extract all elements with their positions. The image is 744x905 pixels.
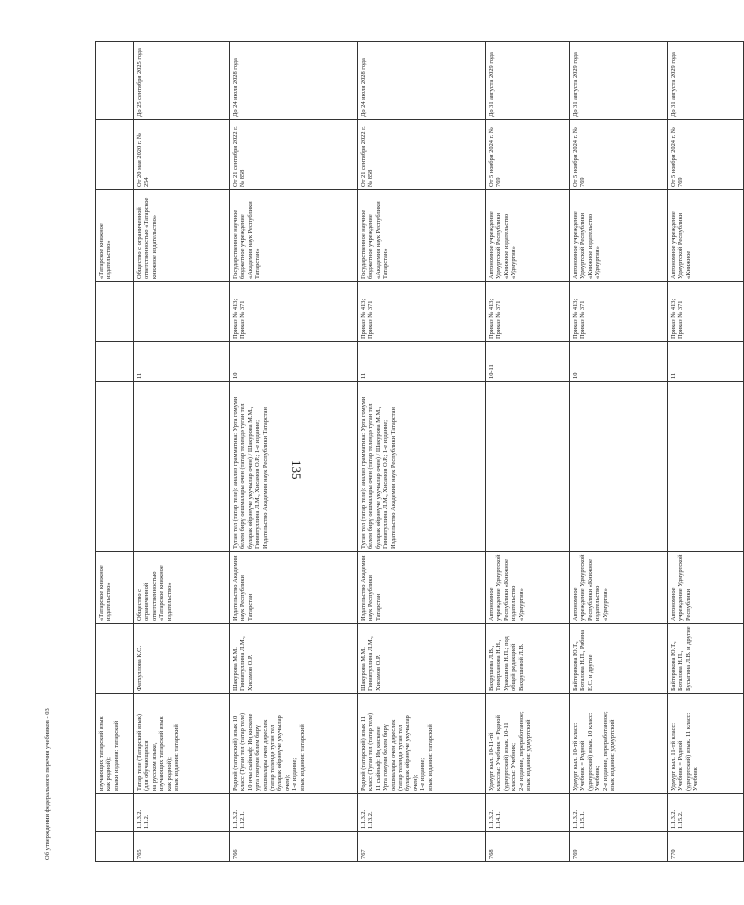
cell-date: От 21 сентября 2022 г. № 858 bbox=[230, 120, 358, 190]
cell-code: 1.1.3.2. 1.1.2. bbox=[134, 794, 230, 832]
title-line: Учебник; bbox=[594, 765, 602, 791]
cell-grade: 11 bbox=[134, 342, 230, 382]
textbook-table bbox=[95, 41, 744, 862]
cell-organization: Автономное учреждение Удмуртской Республики «Книжное bbox=[668, 190, 744, 282]
title-line: на русском языке, bbox=[150, 742, 158, 791]
title-line: изучающих татарский язык bbox=[158, 716, 166, 791]
title-line: язык издания: татарский bbox=[173, 724, 181, 791]
page-number: 135 bbox=[289, 460, 304, 480]
cell-publisher: Общество с ограниченной ответственностью «Татарское книжное издательство» bbox=[134, 552, 230, 624]
cell-row-id: 766 bbox=[230, 832, 358, 862]
cell-publisher: Автономное учреждение Удмуртской Республики «Книжное издательство «Удмуртия» bbox=[570, 552, 668, 624]
title-line: класс (Туган тел (татар теле) bbox=[239, 712, 247, 791]
cell-order bbox=[134, 282, 230, 342]
title-line: язык издания: удмуртский bbox=[525, 719, 533, 791]
title-line: 11 сыйныф: Иң кискене bbox=[374, 726, 382, 791]
title-line: (удмуртский) язык. 10 класс: bbox=[586, 712, 594, 791]
cell-code: 1.1.3.2. 1.13.2. bbox=[358, 794, 486, 832]
cell-authors: Шакурова М.М. Гиниятуллина Л.М., Хисамов О.Р. bbox=[358, 624, 486, 694]
table-row bbox=[570, 42, 668, 862]
cell-organization: Государственное научное бюджетное учреждение «Академия наук Республики Татарстан» bbox=[230, 190, 358, 282]
title-line: буларак өйрәнүче укучылар bbox=[276, 715, 284, 791]
cell-date: От 5 ноября 2024 г. № 769 bbox=[570, 120, 668, 190]
cell-order: Приказ № 413; Приказ № 371 bbox=[668, 282, 744, 342]
cell-term: До 31 августа 2029 года bbox=[570, 42, 668, 120]
cell-date bbox=[96, 120, 134, 190]
title-line: как родной); bbox=[105, 757, 113, 791]
cell-term bbox=[96, 42, 134, 120]
cell-organization: Государственное научное бюджетное учреждение «Академия наук Республики Татарстан» bbox=[358, 190, 486, 282]
cell-organization: «Татарское книжное издательство» bbox=[96, 190, 134, 282]
cell-row-id: 765 bbox=[134, 832, 230, 862]
title-line: Удмурт кыл. 10-11-тй bbox=[488, 732, 495, 791]
cell-row-id: 768 bbox=[486, 832, 570, 862]
cell-term: До 31 августа 2029 года bbox=[486, 42, 570, 120]
title-line: изучающих татарский язык bbox=[98, 716, 105, 791]
cell-title bbox=[134, 694, 230, 794]
table-row bbox=[96, 42, 134, 862]
cell-description bbox=[134, 382, 230, 552]
cell-organization: Автономное учреждение Удмуртской Республики «Книжное издательство «Удмуртия» bbox=[570, 190, 668, 282]
cell-grade: 10 bbox=[230, 342, 358, 382]
cell-publisher: Издательство Академии наук Республики Татарстан bbox=[358, 552, 486, 624]
cell-code: 1.1.3.2. 1.15.2. bbox=[668, 794, 744, 832]
cell-term: До 31 августа 2029 года bbox=[668, 42, 744, 120]
title-line: оешмалары очен дәреслек bbox=[261, 719, 269, 791]
cell-grade bbox=[96, 342, 134, 382]
title-line: язык издания: татарский bbox=[298, 724, 306, 791]
table-row bbox=[668, 42, 744, 862]
cell-date: От 20 мая 2020 г. № 254 bbox=[134, 120, 230, 190]
cell-authors: Шакурова М.М. Гиниятуллина Л.М., Хисамов О.Р. bbox=[230, 624, 358, 694]
title-line: (для обучающихся bbox=[143, 740, 151, 791]
title-line: Учебник bbox=[692, 767, 700, 791]
cell-publisher: Издательство Академии наук Республики Татарстан bbox=[230, 552, 358, 624]
cell-code bbox=[96, 794, 134, 832]
cell-description: Туган тел (татар теле): анализ грамматика: Урта гомуми белем бирү оешмалары очен (татар телендә туган тел буларак өйрәнүче укучылар очен) / Шакурова М.М., Гиниятуллина Л.М., Хисамов О.Р.; 1-е издание; Издательство Академии наук Республики Татарстан bbox=[358, 382, 486, 552]
cell-title bbox=[358, 694, 486, 794]
title-line: язык издания: татарский bbox=[426, 724, 434, 791]
title-line: язык издания: удмуртский bbox=[609, 719, 617, 791]
cell-order: Приказ № 413; Приказ № 371 bbox=[230, 282, 358, 342]
cell-description bbox=[96, 382, 134, 552]
title-line: 2-е издание, переработанное; bbox=[517, 711, 525, 791]
cell-order: Приказ № 413; Приказ № 371 bbox=[486, 282, 570, 342]
cell-row-id: 770 bbox=[668, 832, 744, 862]
cell-term: До 25 сентября 2025 года bbox=[134, 42, 230, 120]
title-line: очен); bbox=[411, 774, 419, 791]
cell-description bbox=[486, 382, 570, 552]
cell-publisher: Автономное учреждение Удмуртской Республики bbox=[668, 552, 744, 624]
table-row bbox=[134, 42, 230, 862]
cell-title bbox=[230, 694, 358, 794]
cell-authors: Фатхуллова К.С. bbox=[134, 624, 230, 694]
cell-description: Туган тел (татар теле): анализ грамматика: Урта гомуми белем бирү оешмалары очен (татар телендә туган тел буларак өйрәнүче укучылар очен) / Шакурова М.М., Гиниятуллина Л.М., Хисамов О.Р.; 1-е издание; Издательство Академии наук Республики Татарстан bbox=[230, 382, 358, 552]
cell-authors: Вахрушева Л.В., Тимерханова Н.Н., Уракшина Н.П.; под общей редакцией Вахрушевой Л.В. bbox=[486, 624, 570, 694]
cell-title bbox=[668, 694, 744, 794]
cell-grade: 10-11 bbox=[486, 342, 570, 382]
title-line: как родной); bbox=[165, 757, 173, 791]
title-line: очен); bbox=[283, 774, 291, 791]
cell-order: Приказ № 413; Приказ № 371 bbox=[570, 282, 668, 342]
title-line: 1-е издание; bbox=[419, 757, 427, 791]
title-line: классы: Учебник; bbox=[510, 742, 518, 791]
title-line: (удмуртский) язык. 11 класс: bbox=[684, 712, 692, 791]
title-line: Татар теле (Татарский язык) bbox=[136, 714, 143, 791]
rotated-table-container bbox=[95, 42, 700, 862]
cell-term: До 24 июля 2028 года bbox=[358, 42, 486, 120]
title-line: Учебник = Родной bbox=[579, 740, 587, 791]
cell-term: До 24 июля 2028 года bbox=[230, 42, 358, 120]
title-line: Удмурт кыл. 10-тй класс: bbox=[572, 722, 579, 791]
title-line: языки издания: татарский bbox=[112, 720, 120, 791]
table-row bbox=[358, 42, 486, 862]
title-line: (удмуртский) язык. 10-11 bbox=[502, 722, 510, 791]
cell-order: Приказ № 413; Приказ № 371 bbox=[358, 282, 486, 342]
title-line: 10 нчы сыйныф: Иң кискене bbox=[246, 713, 254, 791]
cell-authors: Байтерякова Ю.Т., Боталова Н.П., Бусыгина Л.В. и другие bbox=[668, 624, 744, 694]
title-line: Урта гомуми белем бирү bbox=[382, 724, 390, 791]
cell-title bbox=[96, 694, 134, 794]
cell-organization: Автономное учреждение Удмуртской Республики «Книжное издательство «Удмуртия» bbox=[486, 190, 570, 282]
title-line: урта гомуми белем бирү bbox=[254, 724, 262, 791]
cell-grade: 10 bbox=[570, 342, 668, 382]
cell-row-id bbox=[96, 832, 134, 862]
cell-title bbox=[486, 694, 570, 794]
title-line: Учебник = Родной bbox=[677, 740, 685, 791]
cell-order bbox=[96, 282, 134, 342]
cell-date: От 5 ноября 2024 г. № 769 bbox=[668, 120, 744, 190]
cell-description bbox=[668, 382, 744, 552]
title-line: Родной (татарский) язык 10 bbox=[232, 715, 239, 791]
title-line: Удмурт кыл. 11-тй класс: bbox=[670, 722, 677, 791]
page-footer: Об утверждении федерального перечня учебников - 03 bbox=[44, 708, 51, 860]
title-line: (татар телендә туган тел bbox=[269, 724, 277, 791]
title-line: 2-е издание, переработанное; bbox=[601, 711, 609, 791]
cell-date: От 21 сентября 2022 г. № 858 bbox=[358, 120, 486, 190]
table-row bbox=[486, 42, 570, 862]
cell-grade: 11 bbox=[668, 342, 744, 382]
cell-publisher: «Татарское книжное издательство» bbox=[96, 552, 134, 624]
title-line: оешмалары очен дәреслек bbox=[389, 719, 397, 791]
cell-publisher: Автономное учреждение Удмуртской Республики «Книжное издательство «Удмуртия» bbox=[486, 552, 570, 624]
cell-title bbox=[570, 694, 668, 794]
cell-authors: Байтерякова Ю.Т., Боталова Н.П., Рябина Е.С. и другие bbox=[570, 624, 668, 694]
cell-row-id: 767 bbox=[358, 832, 486, 862]
cell-date: От 5 ноября 2024 г. № 769 bbox=[486, 120, 570, 190]
title-line: класс (Туган тел (татар теле) bbox=[367, 712, 375, 791]
title-line: буларак өйрәнүче укучылар bbox=[404, 715, 412, 791]
title-line: (татар телендә туган тел bbox=[397, 724, 405, 791]
cell-organization: Общество с ограниченной ответственностью «Татарское книжное издательство» bbox=[134, 190, 230, 282]
title-line: Родной (татарский) язык 11 bbox=[360, 716, 367, 791]
cell-authors bbox=[96, 624, 134, 694]
cell-row-id: 769 bbox=[570, 832, 668, 862]
title-line: класслы: Учебник = Родной bbox=[495, 715, 503, 791]
cell-description bbox=[570, 382, 668, 552]
cell-code: 1.1.3.2. 1.14.1. bbox=[486, 794, 570, 832]
cell-grade: 11 bbox=[358, 342, 486, 382]
cell-code: 1.1.3.2. 1.15.1. bbox=[570, 794, 668, 832]
title-line: 1-е издание; bbox=[291, 757, 299, 791]
cell-code: 1.1.3.2. 1.12.1. bbox=[230, 794, 358, 832]
table-row bbox=[230, 42, 358, 862]
